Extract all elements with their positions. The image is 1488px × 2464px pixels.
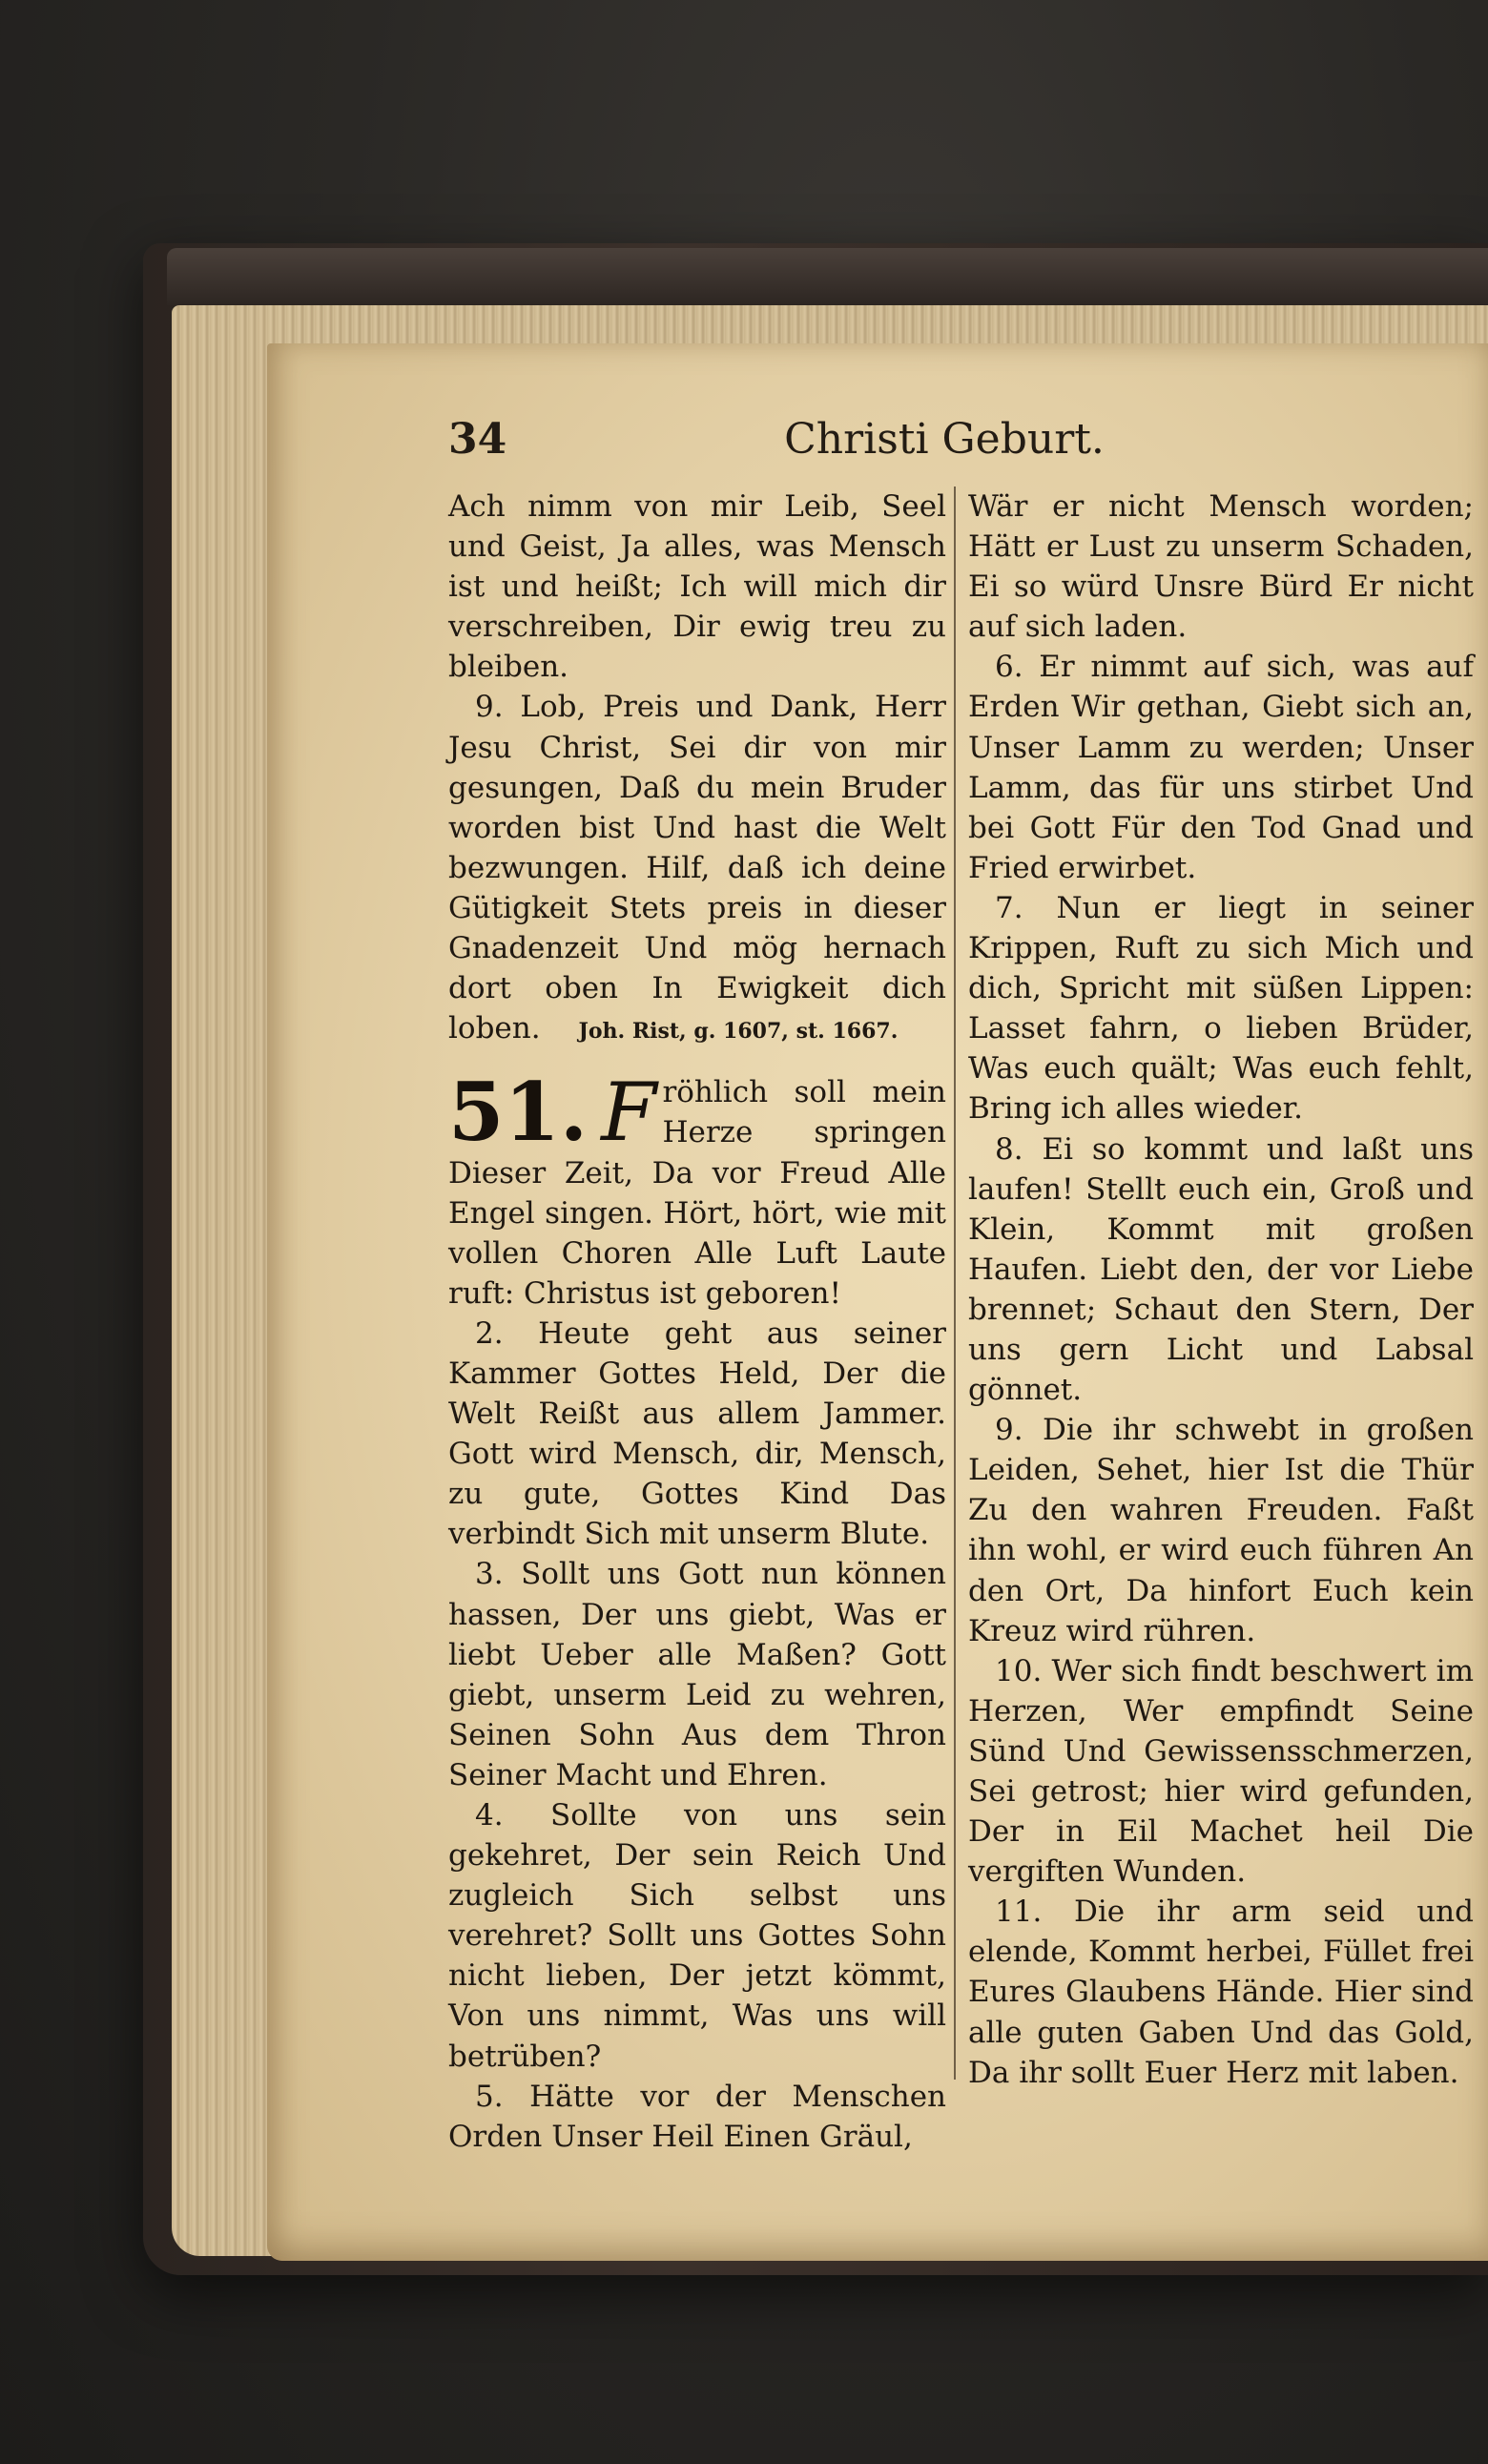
page-number: 34: [448, 415, 507, 464]
hymn-attribution: Joh. Rist, g. 1607, st. 1667.: [578, 1019, 899, 1045]
verse-9-block: [448, 687, 946, 1051]
drop-cap: F: [601, 1066, 657, 1160]
hymn-verse-7: 7. Nun er liegt in seiner Krippen, Ruft zu sich Mich und dich, Spricht mit süßen Lippen: Lasset fahrn, o lieben Brüder, Was euch quält; Was euch fehlt, Bring ich alles wieder.: [968, 890, 1474, 1127]
running-title: Christi Geburt.: [784, 415, 1105, 464]
hymn-verse-1: röhlich soll mein Herze springen Dieser Zeit, Da vor Freud Alle Engel singen. Hört, hört, wie mit vollen Choren Alle Luft Laute ruft: Christus ist geboren!: [448, 1075, 946, 1311]
hymn-verse-11: 11. Die ihr arm seid und elende, Kommt herbei, Füllet frei Eures Glaubens Hände. Hier sind alle guten Gaben Und das Gold, Da ihr sollt Euer Herz mit laben.: [968, 1895, 1474, 2090]
hymn-verse-4: 4. Sollte von uns sein gekehret, Der sein Reich Und zugleich Sich selbst uns verehret? Sollt uns Gottes Sohn nicht lieben, Der jetzt kömmt, Von uns nimmt, Was uns will betrüben?: [448, 1798, 946, 2074]
right-column: [968, 487, 1474, 2093]
hymn-number: 51.: [448, 1065, 589, 1160]
verse-9-text: 9. Lob, Preis und Dank, Herr Jesu Christ, Sei dir von mir gesungen, Daß du mein Bruder worden bist Und hast die Welt bezwungen. Hilf, daß ich deine Gütigkeit Stets preis in dieser Gnadenzeit Und mög hernach dort oben In Ewigkeit dich loben.: [448, 690, 946, 1046]
page-header: [448, 415, 1440, 482]
verse-continuation: Ach nimm von mir Leib, Seel und Geist, Ja alles, was Mensch ist und heißt; Ich will mich dir verschreiben, Dir ewig treu zu bleiben.: [448, 489, 946, 685]
column-divider: [954, 487, 956, 2080]
hymn-verse-2: 2. Heute geht aus seiner Kammer Gottes Held, Der die Welt Reißt aus allem Jammer. Gott wird Mensch, dir, Mensch, zu gute, Gottes Kind Das verbindt Sich mit unserm Blute.: [448, 1315, 946, 1552]
hymn-51: [448, 1065, 946, 1314]
hymn-verse-10: 10. Wer sich findt beschwert im Herzen, Wer empfindt Seine Sünd Und Gewissensschmerzen, Sei getrost; hier wird gefunden, Der in Eil Machet heil Die vergiften Wunden.: [968, 1653, 1474, 1890]
hymn-verse-5-start: 5. Hätte vor der Menschen Orden Unser Heil Einen Gräul,: [448, 2079, 946, 2154]
hymn-verse-5-end: Wär er nicht Mensch worden; Hätt er Lust zu unserm Schaden, Ei so würd Unsre Bürd Er nicht auf sich laden.: [968, 489, 1474, 645]
left-column: [448, 487, 946, 2157]
hymn-verse-3: 3. Sollt uns Gott nun können hassen, Der uns giebt, Was er liebt Ueber alle Maßen? Gott giebt, unserm Leid zu wehren, Seinen Sohn Aus dem Thron Seiner Macht und Ehren.: [448, 1557, 946, 1792]
book-cover-top-edge: [167, 248, 1488, 305]
hymn-verse-6: 6. Er nimmt auf sich, was auf Erden Wir gethan, Giebt sich an, Unser Lamm zu werden; Unser Lamm, das für uns stirbet Und bei Gott Für den Tod Gnad und Fried erwirbet.: [968, 650, 1474, 885]
hymn-verse-8: 8. Ei so kommt und laßt uns laufen! Stellt euch ein, Groß und Klein, Kommt mit großen Haufen. Liebt den, der vor Liebe brennet; Schaut den Stern, Der uns gern Licht und Labsal gönnet.: [968, 1131, 1474, 1408]
hymn-verse-9: 9. Die ihr schwebt in großen Leiden, Sehet, hier Ist die Thür Zu den wahren Freuden. Faßt ihn wohl, er wird euch führen An den Ort, Da hinfort Euch kein Kreuz wird rühren.: [968, 1413, 1474, 1648]
